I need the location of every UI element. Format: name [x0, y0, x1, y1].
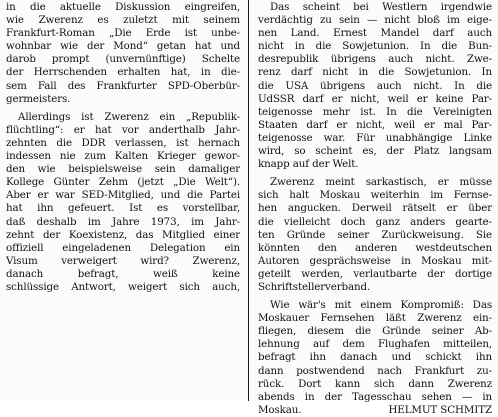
paragraph-2	[6, 111, 240, 294]
text-line: Zwerenz meint sarkastisch, er müsse	[270, 176, 492, 189]
text-line: zehnt der Koexistenz, das Mitglied einer	[6, 228, 240, 241]
text-line: UdSSR darf er nicht, weil er keine Par-	[258, 92, 492, 105]
text-line: desrepublik übrigens auch nicht. Zwe-	[258, 53, 492, 66]
text-line: dann postwendend nach Frankfurt zu-	[258, 364, 492, 377]
text-line: lehnung auf dem Flughafen mitteilen,	[258, 338, 492, 351]
text-line: hen angucken. Derweil rätselt er über	[258, 202, 492, 215]
closing-text: Moskau.	[258, 403, 302, 416]
paragraph-3	[258, 1, 492, 171]
text-line: Das scheint bei Westlern irgendwie	[270, 1, 492, 13]
text-line: Aber er war SED-Mitglied, und die Partei	[6, 189, 240, 202]
right-column	[258, 1, 492, 417]
text-line: Moskauer Fernsehen läßt Zwerenz ein-	[258, 312, 492, 325]
text-line: sem Fall des Frankfurter SPD-Oberbür-	[6, 79, 240, 92]
text-line: die USA übrigens auch nicht. In die	[258, 79, 492, 92]
text-line: danach befragt, weiß keine	[6, 267, 240, 280]
text-line: den wie beispielsweise sein damaliger	[6, 163, 240, 176]
signature-line	[258, 404, 492, 417]
text-line: indessen nie zum Kalten Krieger gewor-	[6, 150, 240, 163]
text-line: wird, so scheint es, der Platz langsam	[258, 145, 492, 158]
left-column	[6, 1, 240, 294]
text-line: der Herrschenden erhalten hat, in die-	[6, 66, 240, 79]
text-line: Kollege Günter Zehm (jetzt „Die Welt“).	[6, 176, 240, 189]
text-line: daß deshalb im Jahre 1973, im Jahr-	[6, 215, 240, 228]
text-line: fliegen, diesem die Gründe seiner Ab-	[258, 325, 492, 338]
text-line: geteilt werden, verlautbarte der dortige	[258, 267, 492, 280]
text-line: Frankfurt-Roman „Die Erde ist unbe-	[6, 27, 240, 40]
text-line: hat ihn gefeuert. Ist es vorstellbar,	[6, 202, 240, 215]
author-byline: HELMUT SCHMITZ	[388, 403, 492, 416]
text-line: wie Zwerenz es zuletzt mit seinem	[6, 14, 240, 27]
text-line: sich halt Moskau weiterhin im Fernse-	[258, 189, 492, 202]
text-line: germeisters.	[6, 92, 71, 105]
text-line: nicht in die Sowjetunion. In die Bun-	[258, 40, 492, 53]
text-line: flüchtling“: er hat vor anderthalb Jahr-	[6, 123, 240, 136]
text-line: nen Land. Ernest Mandel darf auch	[258, 27, 492, 40]
text-line: darob prompt (unvernünftige) Schelte	[6, 53, 240, 66]
text-line: ten Gründe seiner Zurückweisung. Sie	[258, 228, 492, 241]
text-line: verdächtig zu sein — nicht bloß im eige-	[258, 14, 492, 27]
text-line: Staaten darf er nicht, weil er mal Par-	[258, 118, 492, 131]
text-line: die vielleicht doch ganz anders gearte-	[258, 215, 492, 228]
column-divider	[248, 0, 249, 401]
paragraph-4	[258, 176, 492, 294]
text-line: schlüssige Antwort, weigert sich auch,	[6, 280, 240, 293]
text-line: teigenosse mehr ist. In die Vereinigten	[258, 105, 492, 118]
text-line: in die aktuelle Diskussion eingreifen,	[6, 1, 240, 13]
text-line: zehnten die DDR verlassen, ist hernach	[6, 136, 240, 149]
text-line: Schriftstellerverband.	[258, 280, 371, 293]
text-line: Wie wär's mit einem Kompromiß: Das	[270, 299, 492, 312]
paragraph-5	[258, 299, 492, 417]
text-line: knapp auf der Welt.	[258, 158, 359, 171]
paragraph-1	[6, 1, 240, 106]
text-line: Autoren gesprächsweise in Moskau mit-	[258, 254, 492, 267]
text-line: renz darf nicht in die Sowjetunion. In	[258, 66, 492, 79]
text-line: befragt ihn danach und schickt ihn	[258, 351, 492, 364]
text-line: wohnbar wie der Mond“ getan hat und	[6, 40, 240, 53]
text-line: könnten den anderen westdeutschen	[258, 241, 492, 254]
text-line: rück. Dort kann sich dann Zwerenz	[258, 377, 492, 390]
text-line: Visum verweigert wird? Zwerenz,	[6, 254, 240, 267]
text-line: offiziell eingeladenen Delegation ein	[6, 241, 240, 254]
text-line: teigenosse war. Für unabhängige Linke	[258, 131, 492, 144]
text-line: Allerdings ist Zwerenz ein „Republik-	[18, 110, 240, 123]
text-line: abends in der Tagesschau sehen — in	[258, 390, 492, 403]
